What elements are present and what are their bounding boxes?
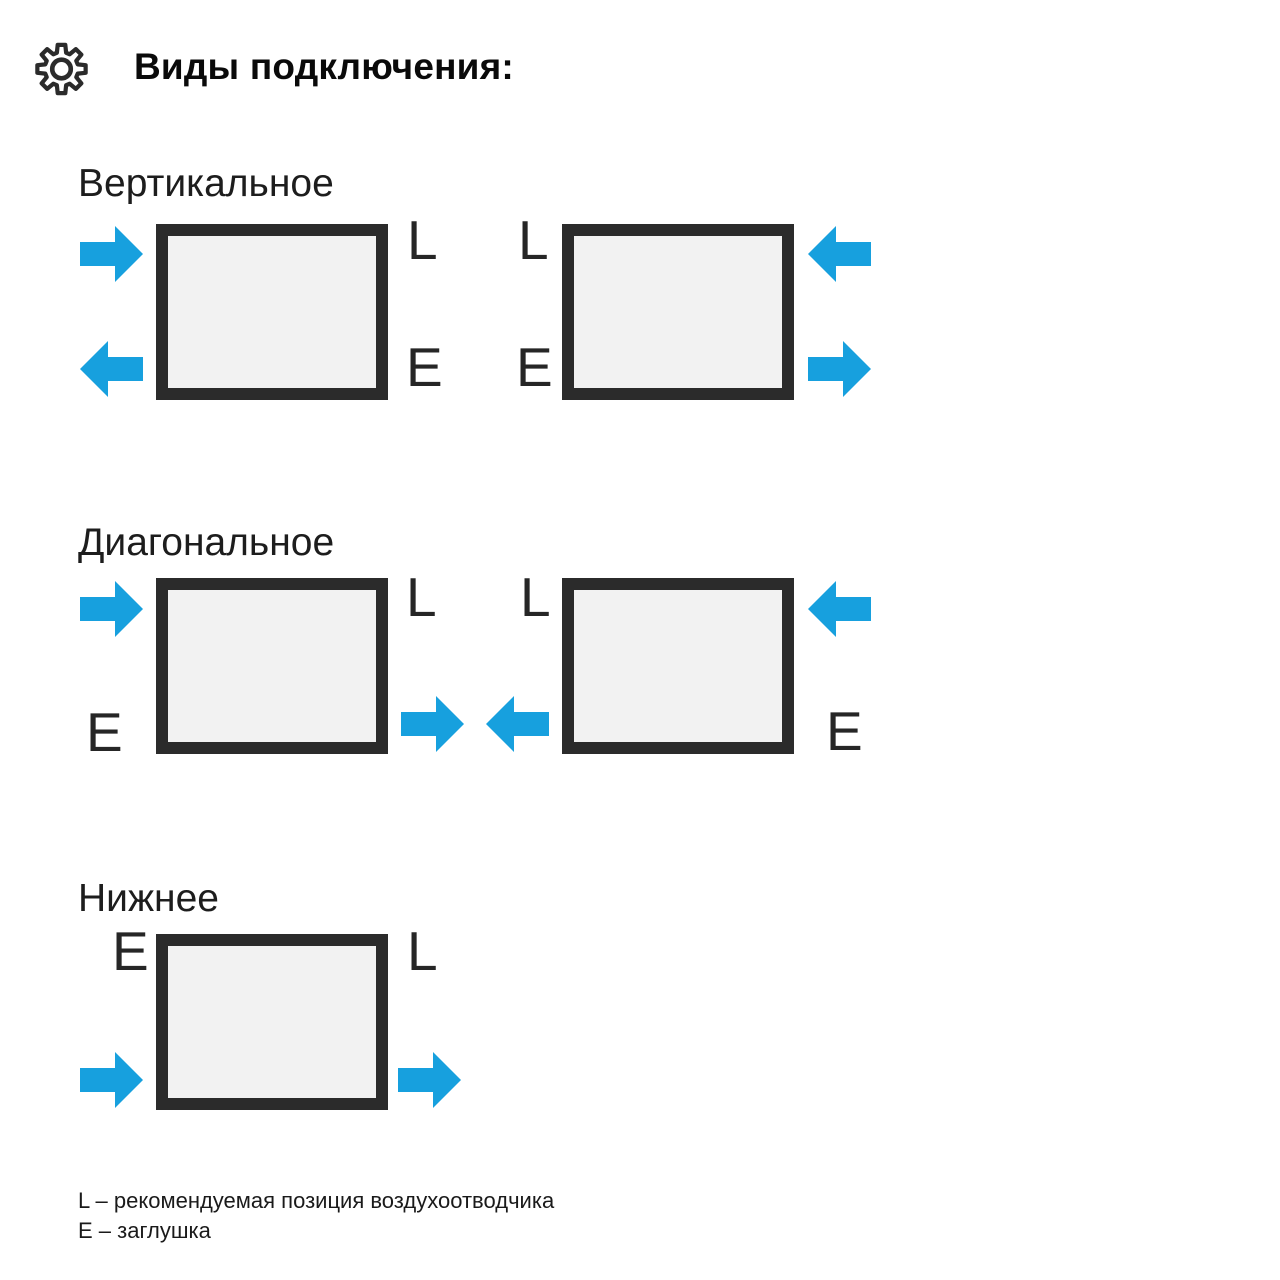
port-label-e: E: [826, 700, 863, 762]
radiator-rect: [156, 224, 388, 400]
port-label-l: L: [406, 566, 437, 628]
arrow-left-icon: [808, 581, 871, 637]
section-title-bottom: Нижнее: [78, 877, 219, 920]
arrow-right-icon: [80, 581, 143, 637]
arrow-right-icon: [80, 1052, 143, 1108]
arrow-right-icon: [80, 226, 143, 282]
port-label-l: L: [520, 566, 551, 628]
arrow-right-icon: [401, 696, 464, 752]
arrow-left-icon: [80, 341, 143, 397]
port-label-l: L: [407, 920, 438, 982]
port-label-e: E: [112, 920, 149, 982]
section-title-diagonal: Диагональное: [78, 521, 335, 564]
radiator-rect: [562, 224, 794, 400]
legend-line-l: L – рекомендуемая позиция воздухоотводчика: [78, 1188, 555, 1213]
arrow-left-icon: [808, 226, 871, 282]
port-label-l: L: [407, 209, 438, 271]
gear-icon: [33, 42, 90, 101]
radiator-rect: [156, 934, 388, 1110]
port-label-l: L: [518, 209, 549, 271]
port-label-e: E: [86, 701, 123, 763]
arrow-left-icon: [486, 696, 549, 752]
radiator-rect: [156, 578, 388, 754]
arrow-right-icon: [808, 341, 871, 397]
legend-line-e: E – заглушка: [78, 1218, 211, 1243]
radiator-rect: [562, 578, 794, 754]
page-title: Виды подключения:: [134, 46, 514, 87]
section-title-vertical: Вертикальное: [78, 162, 334, 205]
port-label-e: E: [406, 336, 443, 398]
port-label-e: E: [516, 336, 553, 398]
arrow-right-icon: [398, 1052, 461, 1108]
